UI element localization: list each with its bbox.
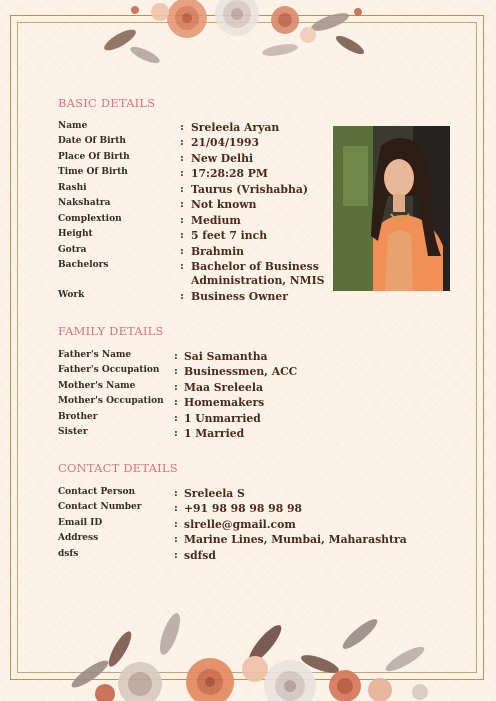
basic-label: Name [58, 121, 88, 131]
contact-label: Contact Person [58, 487, 136, 497]
basic-label: Rashi [58, 183, 87, 193]
family-label: Sister [58, 427, 88, 437]
basic-label: Complextion [58, 214, 122, 224]
basic-row [58, 260, 324, 288]
contact-value: Sreleela S [184, 487, 245, 500]
family-label: Mother's Name [58, 381, 136, 391]
basic-row [58, 229, 267, 243]
basic-label: Time Of Birth [58, 167, 128, 177]
colon: : [174, 381, 178, 393]
contact-value: Marine Lines, Mumbai, Maharashtra [184, 533, 407, 546]
basic-value-multiline [191, 260, 324, 288]
colon: : [180, 167, 184, 179]
basic-row [58, 152, 253, 166]
colon: : [174, 487, 178, 499]
basic-value: New Delhi [191, 152, 254, 165]
colon: : [180, 245, 184, 257]
family-value: 1 Married [184, 427, 245, 440]
colon: : [174, 350, 178, 362]
colon: : [180, 152, 184, 164]
family-row [58, 427, 244, 441]
family-label: Brother [58, 412, 98, 422]
contact-label: Email ID [58, 518, 103, 528]
basic-value: 5 feet 7 inch [191, 229, 268, 242]
basic-value: 17:28:28 PM [191, 167, 268, 180]
contact-row [58, 502, 302, 516]
basic-value: Not known [191, 198, 257, 211]
basic-row [58, 245, 244, 259]
basic-value: Brahmin [191, 245, 245, 258]
family-row [58, 396, 264, 410]
contact-details-heading: CONTACT DETAILS [58, 461, 178, 475]
basic-row [58, 214, 241, 228]
basic-value-line: Administration, NMIS [191, 274, 325, 287]
basic-label: Bachelors [58, 260, 109, 270]
basic-value: Taurus (Vrishabha) [191, 183, 308, 196]
family-value: Sai Samantha [184, 350, 268, 363]
basic-value-line: Bachelor of Business [191, 260, 319, 273]
basic-value: Medium [191, 214, 241, 227]
colon: : [174, 365, 178, 377]
contact-row [58, 518, 296, 532]
inner-border [17, 22, 477, 673]
family-value: Businessmen, ACC [184, 365, 298, 378]
basic-details-heading: BASIC DETAILS [58, 96, 156, 110]
basic-label: Height [58, 229, 93, 239]
colon: : [174, 427, 178, 439]
colon: : [174, 412, 178, 424]
family-details-heading: FAMILY DETAILS [58, 324, 164, 338]
colon: : [180, 136, 184, 148]
family-value: Homemakers [184, 396, 265, 409]
colon: : [180, 214, 184, 226]
basic-value: Sreleela Aryan [191, 121, 280, 134]
floral-top-icon [100, 0, 375, 70]
contact-row [58, 487, 245, 501]
colon: : [174, 518, 178, 530]
family-label: Father's Occupation [58, 365, 160, 375]
family-label: Mother's Occupation [58, 396, 164, 406]
colon: : [180, 121, 184, 133]
contact-value: sdfsd [184, 549, 216, 562]
basic-row [58, 198, 257, 212]
colon: : [174, 396, 178, 408]
basic-label: Nakshatra [58, 198, 111, 208]
colon: : [174, 502, 178, 514]
contact-row [58, 533, 407, 547]
colon: : [174, 533, 178, 545]
family-value: Maa Sreleela [184, 381, 263, 394]
basic-row [58, 121, 279, 135]
family-row [58, 412, 261, 426]
contact-label: Address [58, 533, 99, 543]
colon: : [180, 290, 184, 302]
contact-label: Contact Number [58, 502, 142, 512]
basic-label: Date Of Birth [58, 136, 126, 146]
basic-label: Place Of Birth [58, 152, 130, 162]
basic-row [58, 183, 308, 197]
contact-value: +91 98 98 98 98 98 [184, 502, 302, 515]
family-row [58, 350, 268, 364]
basic-label: Gotra [58, 245, 87, 255]
floral-bottom-icon [60, 604, 440, 701]
colon: : [174, 549, 178, 561]
basic-row [58, 136, 259, 150]
basic-value: Business Owner [191, 290, 288, 303]
family-label: Father's Name [58, 350, 132, 360]
colon: : [180, 198, 184, 210]
contact-value: slrelle@gmail.com [184, 518, 296, 531]
basic-row [58, 167, 268, 181]
colon: : [180, 183, 184, 195]
basic-label: Work [58, 290, 85, 300]
family-row [58, 381, 263, 395]
profile-photo [333, 126, 450, 291]
contact-label: dsfs [58, 549, 79, 559]
family-value: 1 Unmarried [184, 412, 261, 425]
portrait-image-icon [333, 126, 450, 291]
family-row [58, 365, 297, 379]
basic-row [58, 290, 288, 304]
basic-value: 21/04/1993 [191, 136, 259, 149]
contact-row [58, 549, 216, 563]
colon: : [180, 260, 184, 272]
colon: : [180, 229, 184, 241]
